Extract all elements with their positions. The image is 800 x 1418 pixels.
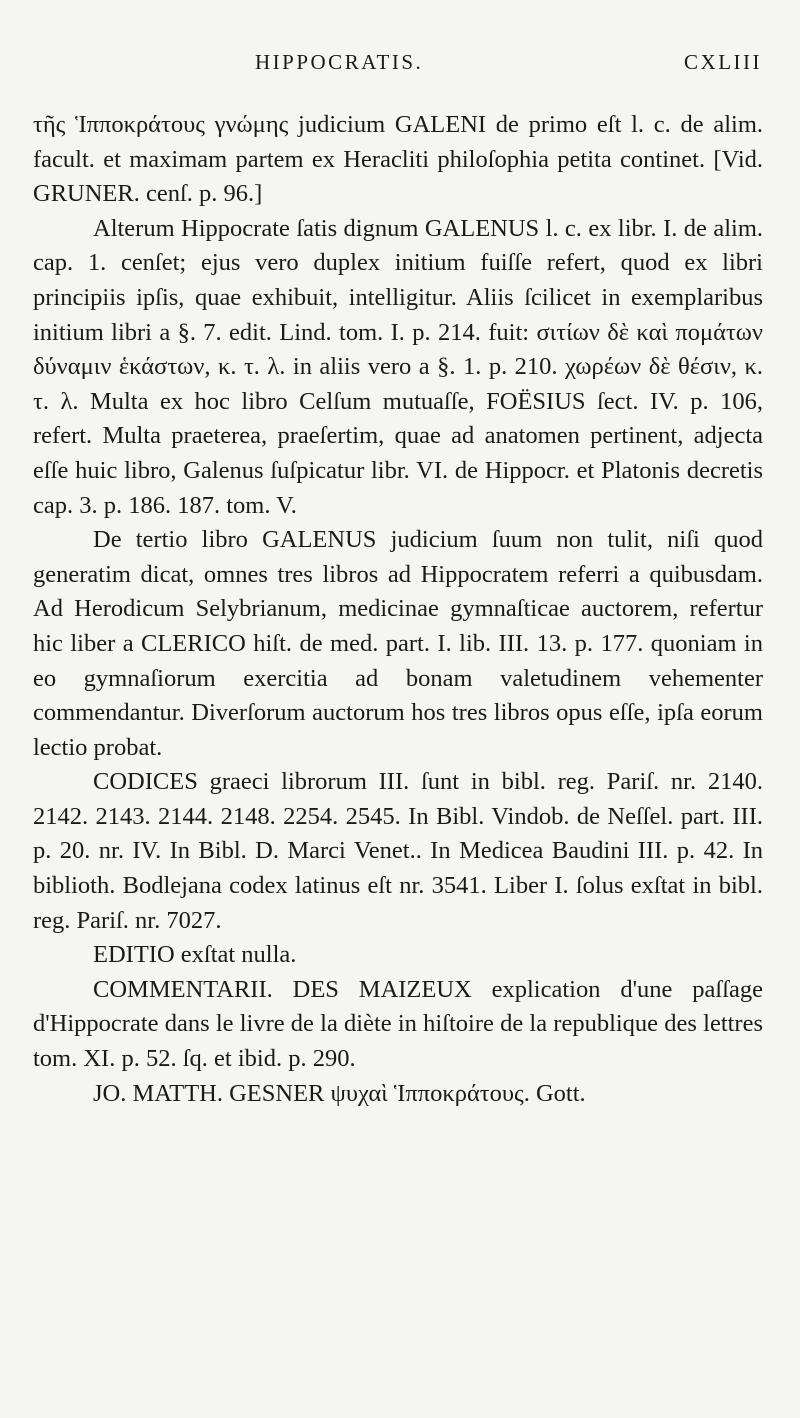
paragraph-commentarii: COMMENTARII. DES MAIZEUX explication d'une paſſage d'Hippocrate dans le livre de la diète in hiſtoire de la republique des lettres tom. XI. p. 52. ſq. et ibid. p. 290. [33,975,763,1073]
page-number: CXLIII [684,50,762,74]
paragraph-de-tertio: De tertio libro GALENUS judicium ſuum non tulit, niſi quod generatim dicat, omnes tres libros ad Hippocratem referri a quibusdam. Ad Herodicum Selybrianum, medicinae gymnaſticae auctorem, refertur hic liber a CLERICO hiſt. de med. part. I. lib. III. 13. p. 177. quoniam in eo gymnaſiorum exercitia ad bonam valetudinem vehementer commendantur. Diverſorum auctorum hos tres libros opus eſſe, ipſa eorum lectio probat. [33,526,763,761]
paragraph-gesner: JO. MATTH. GESNER ψυχαὶ Ἱπποκράτους. Gott. [93,1079,586,1107]
paragraph-codices: CODICES graeci librorum III. ſunt in bibl. reg. Pariſ. nr. 2140. 2142. 2143. 2144. 2148. 2254. 2545. In Bibl. Vindob. de Neſſel. part. III. p. 20. nr. IV. In Bibl. D. Marci Venet.. In Medicea Baudini III. p. 42. In biblioth. Bodlejana codex latinus eſt nr. 3541. Liber I. ſolus exſtat in bibl. reg. Pariſ. nr. 7027. [33,768,763,934]
body-text [33,108,763,1111]
running-header [0,50,800,80]
paragraph-editio: EDITIO exſtat nulla. [93,941,297,969]
paragraph-alterum: Alterum Hippocrate ſatis dignum GALENUS l. c. ex libr. I. de alim. cap. 1. cenſet; ejus vero duplex initium fuiſſe refert, quod ex libri principiis ipſis, quae exhibuit, intelligitur. Aliis ſcilicet in exemplaribus initium libri a §. 7. edit. Lind. tom. I. p. 214. fuit: σιτίων δὲ καὶ πομάτων δύναμιν ἑκάστων, κ. τ. λ. in aliis vero a §. 1. p. 210. χωρέων δὲ θέσιν, κ. τ. λ. Multa ex hoc libro Celſum mutuaſſe, FOËSIUS ſect. IV. p. 106, refert. Multa praeterea, praeſertim, quae ad anatomen pertinent, adjecta eſſe huic libro, Galenus ſuſpicatur libr. VI. de Hippocr. et Platonis decretis cap. 3. p. 186. 187. tom. V. [33,214,763,519]
paragraph-continuation: τῆς Ἱπποκράτους γνώμης judicium GALENI de primo eſt l. c. de alim. facult. et maximam partem ex Heracliti philoſophia petita continet. [Vid. GRUNER. cenſ. p. 96.] [33,111,763,208]
running-title: HIPPOCRATIS. [255,50,424,74]
